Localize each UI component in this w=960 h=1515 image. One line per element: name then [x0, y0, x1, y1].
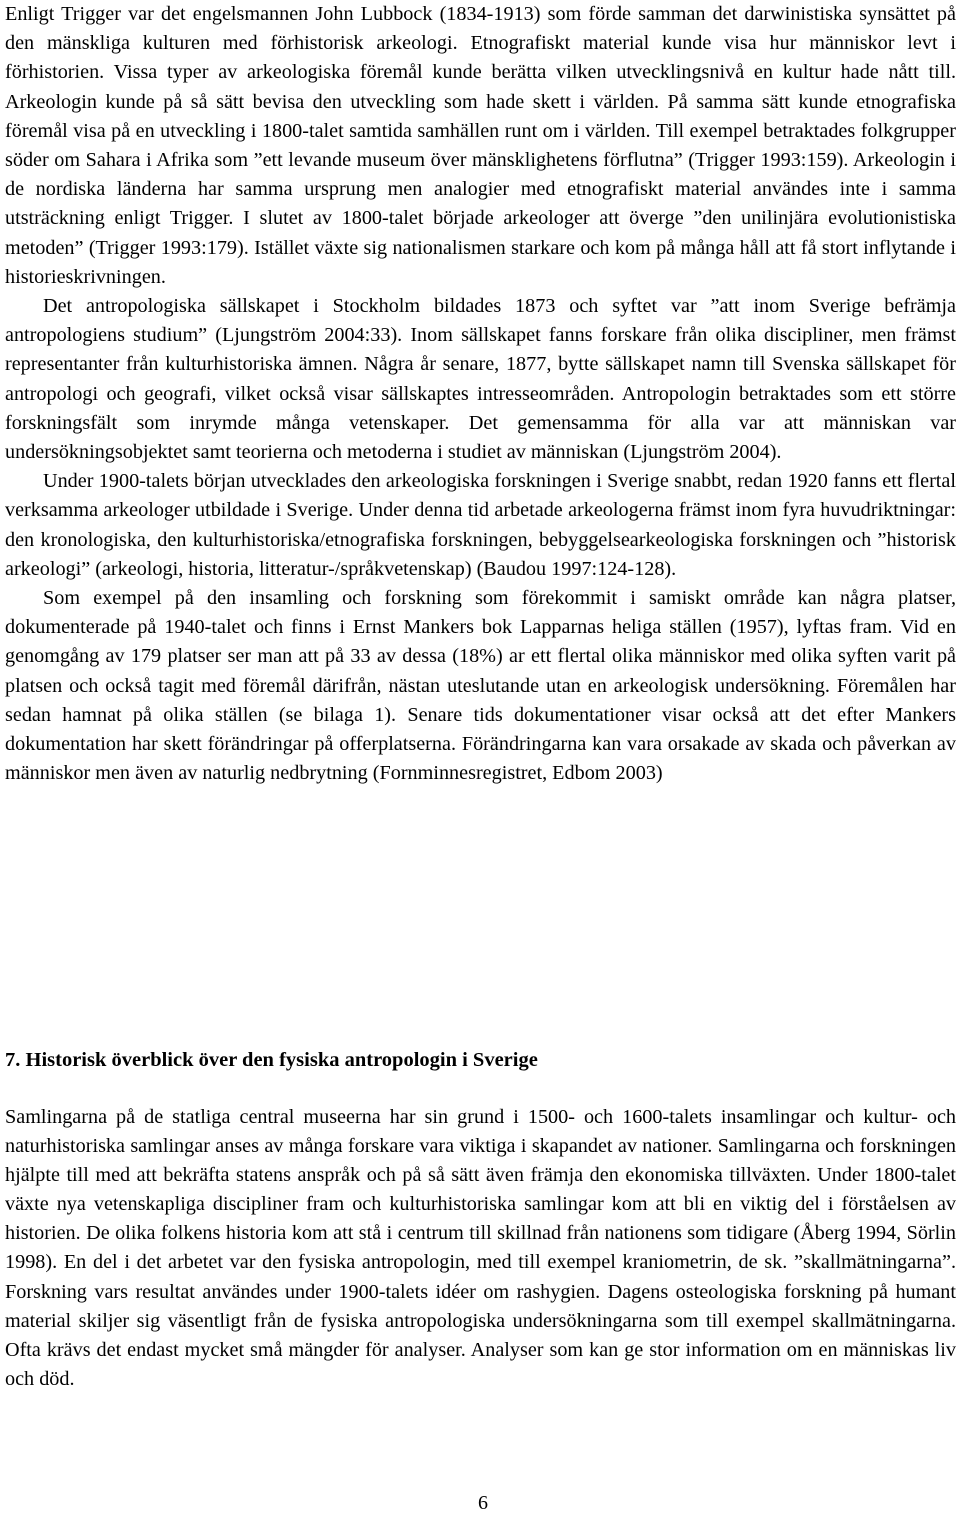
- body-text-top: [5, 0, 956, 788]
- section-7-body: [5, 1103, 956, 1394]
- paragraph-antropologiska-sallskapet: Det antropologiska sällskapet i Stockholm bildades 1873 och syftet var ”att inom Sverige befrämja antropologiens studium” (Ljungström 2004:33). Inom sällskapet fanns forskare från olika discipliner, men främst representanter från kulturhistoriska ämnen. Några år senare, 1877, bytte sällskapet namn till Svenska sällskapet för antropologi och geografi, vilket också visar sällskaptes intresseområden. Antropologin betraktades som ett större forskningsfält som inrymde många vetenskaper. Det gemensamma för alla var att människan var undersökningsobjektet samt teorierna och metoderna i studiet av människan (Ljungström 2004).: [5, 295, 956, 464]
- paragraph-samiskt-omrade: Som exempel på den insamling och forskning som förekommit i samiskt område kan några platser, dokumenterade på 1940-talet och finns i Ernst Mankers bok Lapparnas heliga ställen (1957), lyftas fram. Vid en genomgång av 179 platser ser man att på 33 av dessa (18%) ar ett flertal olika människor med olika syften varit på platsen och också tagit med föremål därifrån, nästan uteslutande utan en arkeologisk undersökning. Föremålen har sedan hamnat på olika ställen (se bilaga 1). Senare tids dokumentationer visar också att det efter Mankers dokumentation har skett förändringar på offerplatserna. Förändringarna kan vara orsakade av skada och påverkan av människor men även av naturlig nedbrytning (Fornminnesregistret, Edbom 2003): [5, 587, 956, 785]
- paragraph-1900-talets-borjan: Under 1900-talets början utvecklades den arkeologiska forskningen i Sverige snabbt, redan 1920 fanns ett flertal verksamma arkeologer utbildade i Sverige. Under denna tid arbetade arkeologerna främst inom fyra huvudriktningar: den kronologiska, den kulturhistoriska/etnografiska forskningen, bebyggelsearkeologiska forskningen och ”historisk arkeologi” (arkeologi, historia, litteratur-/språkvetenskap) (Baudou 1997:124-128).: [5, 470, 956, 580]
- paragraph-trigger-lubbock: Enligt Trigger var det engelsmannen John Lubbock (1834-1913) som förde samman det darwinistiska synsättet på den mänskliga kulturen med förhistorisk arkeologi. Etnografiskt material kunde visa hur människor levt i förhistorien. Vissa typer av arkeologiska föremål kunde berätta vilken utvecklingsnivå en kultur hade nått till. Arkeologin kunde på så sätt bevisa den utveckling som hade skett i världen. På samma sätt kunde etnografiska föremål visa på en utveckling i 1800-talet samtida samhällen runt om i världen. Till exempel betraktades folkgrupper söder om Sahara i Afrika som ”ett levande museum över mänsklighetens förflutna” (Trigger 1993:159). Arkeologin i de nordiska länderna har samma ursprung men analogier med etnografiskt material användes inte i samma utsträckning enligt Trigger. I slutet av 1800-talet började arkeologer att överge ”den unilinjära evolutionistiska metoden” (Trigger 1993:179). Istället växte sig nationalismen starkare och kom på många håll att få stort inflytande i historieskrivningen.: [5, 3, 956, 288]
- section-heading: 7. Historisk överblick över den fysiska antropologin i Sverige: [5, 1049, 538, 1071]
- paragraph-samlingarna: Samlingarna på de statliga central museerna har sin grund i 1500- och 1600-talets insamlingar och kultur- och naturhistoriska samlingar anses av många forskare vara viktiga i skapandet av nationer. Samlingarna och forskningen hjälpte till med att bekräfta statens anspråk och på så sätt även främja den ekonomiska tillväxten. Under 1800-talet växte nya vetenskapliga discipliner fram och kulturhistoriska samlingar kom att bli en viktig del i förståelsen av historien. De olika folkens historia kom att stå i centrum till skillnad från nationens som tidigare (Åberg 1994, Sörlin 1998). En del i det arbetet var den fysiska antropologin, med till exempel kraniometrin, de sk. ”skallmätningarna”. Forskning vars resultat användes under 1900-talets idéer om rashygien. Dagens osteologiska forskning på humant material skiljer sig väsentligt från de fysiska antropologiska undersökningarna som till exempel skallmätningarna. Ofta krävs det endast mycket små mängder för analyser. Analyser som kan ge stor information om en människas liv och död.: [5, 1106, 956, 1390]
- page-number: 6: [478, 1492, 488, 1514]
